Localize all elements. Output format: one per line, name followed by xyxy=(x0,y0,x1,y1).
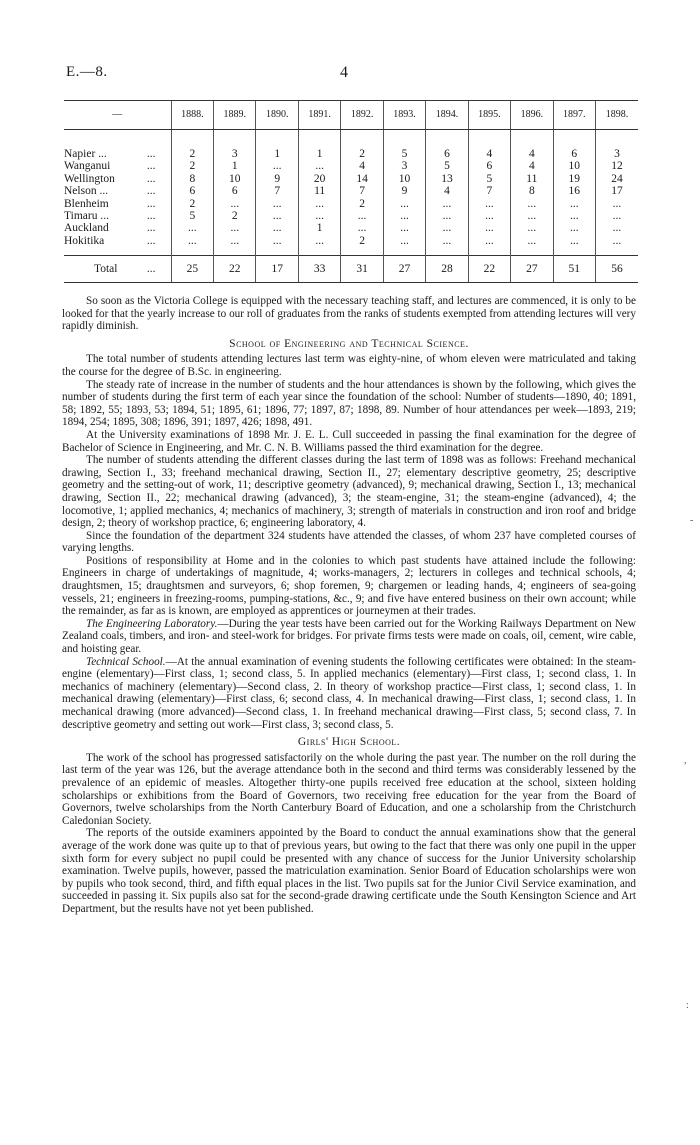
table-cell: 10 xyxy=(214,173,256,185)
table-cell: 3 xyxy=(214,148,256,160)
table-cell: ... xyxy=(383,235,425,247)
year-header: 1892. xyxy=(341,101,383,130)
table-cell: ... xyxy=(553,198,595,210)
table-row xyxy=(64,222,638,234)
table-cell: 1 xyxy=(298,148,340,160)
paragraph-victoria-college: So soon as the Victoria College is equipped with the necessary teaching staff, and lectures are commenced, it is only to be looked for that the yearly increase to our roll of graduates from the ranks of students exempted from attending lectures will very rapidly diminish. xyxy=(62,295,636,333)
table-cell: 2 xyxy=(171,160,213,172)
table-cell: 20 xyxy=(298,173,340,185)
table-cell: ... xyxy=(553,222,595,234)
paragraph-girls-progress: The work of the school has progressed satisfactorily on the whole during the past year. The number on the roll during the last term of the year was 126, but the average attendance both in the second and third terms was considerably lessened by the prevalence of an epidemic of measles. Altogether thirty-one pupils received free education at the school, sixteen holding scholarships or exhibitions from the Board of Governors, two receiving free education for the year from the Board of Governors, twelve scholarships from the North Canterbury Board of Education, and one a scholarship from the Christchurch Caledonian Society. xyxy=(62,751,636,827)
table-cell: 19 xyxy=(553,173,595,185)
table-cell: 5 xyxy=(171,210,213,222)
table-cell: 6 xyxy=(214,185,256,197)
total-cell: 22 xyxy=(468,256,510,283)
year-header: 1889. xyxy=(214,101,256,130)
table-cell: ... xyxy=(595,198,638,210)
year-header: 1895. xyxy=(468,101,510,130)
table-cell: 13 xyxy=(426,173,468,185)
table-cell: 11 xyxy=(511,173,553,185)
table-cell: 6 xyxy=(426,148,468,160)
graduates-table xyxy=(64,100,638,283)
year-header: 1890. xyxy=(256,101,298,130)
document-code: E.—8. xyxy=(66,64,108,80)
table-row xyxy=(64,185,638,197)
table-cell: 6 xyxy=(468,160,510,172)
place-name: Auckland xyxy=(64,222,109,235)
table-cell: ... xyxy=(214,198,256,210)
table-cell: ... xyxy=(511,198,553,210)
leader-dots: ... xyxy=(146,148,156,160)
paragraph-engineering-increase: The steady rate of increase in the number of students and the hour attendances is shown by the following, which gives the number of students during the first term of each year since the foundation of the school: Number of students—1890, 40; 1891, 58; 1892, 55; 1893, 53; 1894, 51; 1895, 61; 1896, 77; 1897, 87; 1898, 89. Number of hour attendances per week—1893, 219; 1894, 254; 1895, 308; 1896, 391; 1897, 426; 1898, 491. xyxy=(62,378,636,429)
leader-dots: ... xyxy=(147,256,171,283)
total-cell: 28 xyxy=(426,256,468,283)
table-cell: ... xyxy=(426,222,468,234)
place-name: Wanganui xyxy=(64,160,111,173)
leader-dots: ... xyxy=(146,172,156,185)
table-cell: ... xyxy=(383,198,425,210)
table-cell: 5 xyxy=(383,148,425,160)
table-cell: 3 xyxy=(595,148,638,160)
place-name: Blenheim xyxy=(64,197,109,210)
table-row xyxy=(64,235,638,247)
margin-mark: , xyxy=(684,755,687,766)
table-row xyxy=(64,160,638,172)
table-cell: ... xyxy=(256,198,298,210)
year-header: 1888. xyxy=(171,101,213,130)
table-cell: 4 xyxy=(341,160,383,172)
table-total-row xyxy=(64,256,638,283)
table-row xyxy=(64,148,638,160)
table-cell: 24 xyxy=(595,173,638,185)
leader-dots: ... xyxy=(146,210,156,223)
table-cell: ... xyxy=(341,210,383,222)
year-header: 1891. xyxy=(298,101,340,130)
total-cell: 31 xyxy=(341,256,383,283)
technical-school-title: Technical School. xyxy=(86,655,166,668)
table-cell: 12 xyxy=(595,160,638,172)
table-cell: ... xyxy=(426,198,468,210)
table-cell: 9 xyxy=(256,173,298,185)
table-cell: ... xyxy=(171,222,213,234)
table-cell: ... xyxy=(595,210,638,222)
table-cell: 17 xyxy=(595,185,638,197)
table-cell: 16 xyxy=(553,185,595,197)
table-cell: 8 xyxy=(511,185,553,197)
total-cell: 56 xyxy=(595,256,638,283)
table-cell: 5 xyxy=(426,160,468,172)
page-number: 4 xyxy=(340,64,348,81)
total-cell: 27 xyxy=(511,256,553,283)
table-cell: 6 xyxy=(171,185,213,197)
table-cell: ... xyxy=(383,222,425,234)
table-cell: ... xyxy=(426,210,468,222)
table-cell: ... xyxy=(468,198,510,210)
table-cell: ... xyxy=(214,235,256,247)
table-cell: 2 xyxy=(171,198,213,210)
table-cell: 3 xyxy=(383,160,425,172)
table-cell: 4 xyxy=(468,148,510,160)
paragraph-technical-school xyxy=(62,656,636,732)
leader-dots: ... xyxy=(146,197,156,210)
table-cell: 6 xyxy=(553,148,595,160)
table-cell: ... xyxy=(468,222,510,234)
paragraph-positions: Positions of responsibility at Home and in the colonies to which past students have attained include the following: Engineers in charge of undertakings of magnitude, 4; works-managers, 2; lecturers in colleges and technical schools, 4; draughtsmen, 15; draughtsmen and surveyors, 6; shop foremen, 9; chargemen or leading hands, 4; engineers of sea-going vessels, 21; engineers in freezing-rooms, pumping-stations, &c., 9; and five have entered business on their own account; while the remainder, as far as is known, are employed as apprentices or journeymen at their trades. xyxy=(62,554,636,618)
table-cell: ... xyxy=(511,222,553,234)
table-cell: ... xyxy=(256,160,298,172)
table-cell: ... xyxy=(553,210,595,222)
paragraph-class-numbers: The number of students attending the different classes during the last term of 1898 was as follows: Freehand mechanical drawing, Section I., 33; freehand mechanical drawing, Section II., 27; elementary descriptive geometry, 25; descriptive geometry and the setting-out of work, 11; descriptive geometry (advanced), 9; mechanical drawing, Section I., 13; mechanical drawing, Section II., 22; mechanical drawing (advanced), 3; the steam-engine, 31; the steam-engine (advanced), 4; the locomotive, 1; applied mechanics, 4; mechanics of machinery, 3; strength of materials in construction and iron roof and bridge design, 2; theory of workshop practice, 6; engineering laboratory, 4. xyxy=(62,454,636,530)
paragraph-engineering-students: The total number of students attending lectures last term was eighty-nine, of whom eleven were matriculated and taking the course for the degree of B.Sc. in engineering. xyxy=(62,353,636,378)
table-cell: 7 xyxy=(256,185,298,197)
table-cell: ... xyxy=(298,235,340,247)
table-cell: 4 xyxy=(511,148,553,160)
table-cell: 10 xyxy=(553,160,595,172)
table-cell: 7 xyxy=(341,185,383,197)
year-header: 1896. xyxy=(511,101,553,130)
place-name: Nelson ... xyxy=(64,185,109,198)
table-cell: 1 xyxy=(298,222,340,234)
place-name: Hokitika xyxy=(64,234,105,247)
table-cell: ... xyxy=(256,222,298,234)
year-header: 1898. xyxy=(595,101,638,130)
table-cell: ... xyxy=(595,222,638,234)
total-label: Total xyxy=(64,256,147,283)
table-cell: 5 xyxy=(468,173,510,185)
table-cell: 14 xyxy=(341,173,383,185)
table-cell: 2 xyxy=(341,148,383,160)
table-cell: 7 xyxy=(468,185,510,197)
table-cell: 9 xyxy=(383,185,425,197)
table-cell: 1 xyxy=(256,148,298,160)
table-row xyxy=(64,210,638,222)
laboratory-body: —During the year tests have been carried out for the Working Railways Department on New Zealand coals, timbers, and iron- and steel-work for bridges. For private firms tests were made on coals, oil, cement, wire cable, and hoisting gear. xyxy=(62,617,636,656)
table-cell: ... xyxy=(511,210,553,222)
place-name: Wellington xyxy=(64,172,115,185)
table-cell: 2 xyxy=(341,235,383,247)
paragraph-engineering-laboratory xyxy=(62,618,636,656)
year-header: 1894. xyxy=(426,101,468,130)
table-row xyxy=(64,198,638,210)
table-row xyxy=(64,173,638,185)
table-cell: ... xyxy=(256,235,298,247)
table-cell: 4 xyxy=(426,185,468,197)
table-cell: ... xyxy=(256,210,298,222)
table-cell: 4 xyxy=(511,160,553,172)
year-header: 1897. xyxy=(553,101,595,130)
table-cell: ... xyxy=(171,235,213,247)
heading-girls-high-school: Girls' High School. xyxy=(297,736,401,749)
table-cell: ... xyxy=(298,198,340,210)
total-cell: 33 xyxy=(298,256,340,283)
table-cell: ... xyxy=(553,235,595,247)
table-cell: 2 xyxy=(171,148,213,160)
leader-dots: ... xyxy=(146,234,156,247)
total-cell: 25 xyxy=(171,256,213,283)
table-cell: 2 xyxy=(341,198,383,210)
table-cell: ... xyxy=(214,222,256,234)
table-header-row xyxy=(64,101,638,130)
table-cell: ... xyxy=(383,210,425,222)
total-cell: 22 xyxy=(214,256,256,283)
table-cell: ... xyxy=(468,210,510,222)
laboratory-title: The Engineering Laboratory. xyxy=(86,617,218,630)
technical-school-body: —At the annual examination of evening students the following certificates were obtained: In the steam-engine (elementary)—First class, 1; second class, 5. In applied mechanics (elementary)—First class, 1; second class, 1. In mechanics of machinery (elementary)—Second class, 2. In theory of workshop practice—First class, 1; second class, 1. In mechanical drawing (elementary)—First class, 6; second class, 4. In mechanical drawing—First class, 1; second class, 1. In mechanical drawing (more advanced)—Second class, 1. In freehand mechanical drawing—First class, 5; second class, 7. In descriptive geometry and setting out work—First class, 3; second class, 5. xyxy=(62,655,636,731)
table-cell: ... xyxy=(426,235,468,247)
table-cell: ... xyxy=(298,160,340,172)
paragraph-department-foundation: Since the foundation of the department 324 students have attended the classes, of whom 237 have completed courses of varying lengths. xyxy=(62,529,636,555)
place-name: Timaru ... xyxy=(64,210,109,223)
table-cell: 2 xyxy=(214,210,256,222)
leader-dots: ... xyxy=(146,160,156,173)
table-cell: 10 xyxy=(383,173,425,185)
heading-school-of-engineering: School of Engineering and Technical Science. xyxy=(229,337,469,350)
year-header: 1893. xyxy=(383,101,425,130)
header-dash: — xyxy=(64,101,171,130)
leader-dots: ... xyxy=(146,222,156,235)
total-cell: 17 xyxy=(256,256,298,283)
table-cell: 8 xyxy=(171,173,213,185)
paragraph-university-examinations: At the University examinations of 1898 Mr. J. E. L. Cull succeeded in passing the final examination for the degree of Bachelor of Science in Engineering, and Mr. C. N. B. Williams passed the third examination for the degree. xyxy=(62,428,636,454)
table-cell: ... xyxy=(341,222,383,234)
total-cell: 51 xyxy=(553,256,595,283)
table-cell: ... xyxy=(595,235,638,247)
total-cell: 27 xyxy=(383,256,425,283)
table-cell: 1 xyxy=(214,160,256,172)
paragraph-girls-examiners: The reports of the outside examiners appointed by the Board to conduct the annual examinations show that the general average of the work done was quite up to that of previous years, but owing to the fact that there was only one pupil in the upper sixth form for every subject no pupil could be presented with any chance of success for the Junior University scholarship examination. Twelve pupils, however, passed the matriculation examination. Senior Board of Education scholarships were won by pupils who took second, third, and fifth equal places in the list. Two pupils sat for the Junior Civil Service examination, and succeeded in passing it. Six pupils also sat for the second-grade drawing certificate unde the South Kensington Science and Art Department, but the results have not yet been published. xyxy=(62,827,636,915)
table-cell: ... xyxy=(298,210,340,222)
table-cell: ... xyxy=(468,235,510,247)
table-cell: ... xyxy=(511,235,553,247)
table-cell: 11 xyxy=(298,185,340,197)
margin-mark: : xyxy=(686,1000,689,1011)
place-name: Napier ... xyxy=(64,148,107,160)
leader-dots: ... xyxy=(146,185,156,198)
margin-mark: - xyxy=(690,515,694,526)
body-text xyxy=(62,295,636,916)
